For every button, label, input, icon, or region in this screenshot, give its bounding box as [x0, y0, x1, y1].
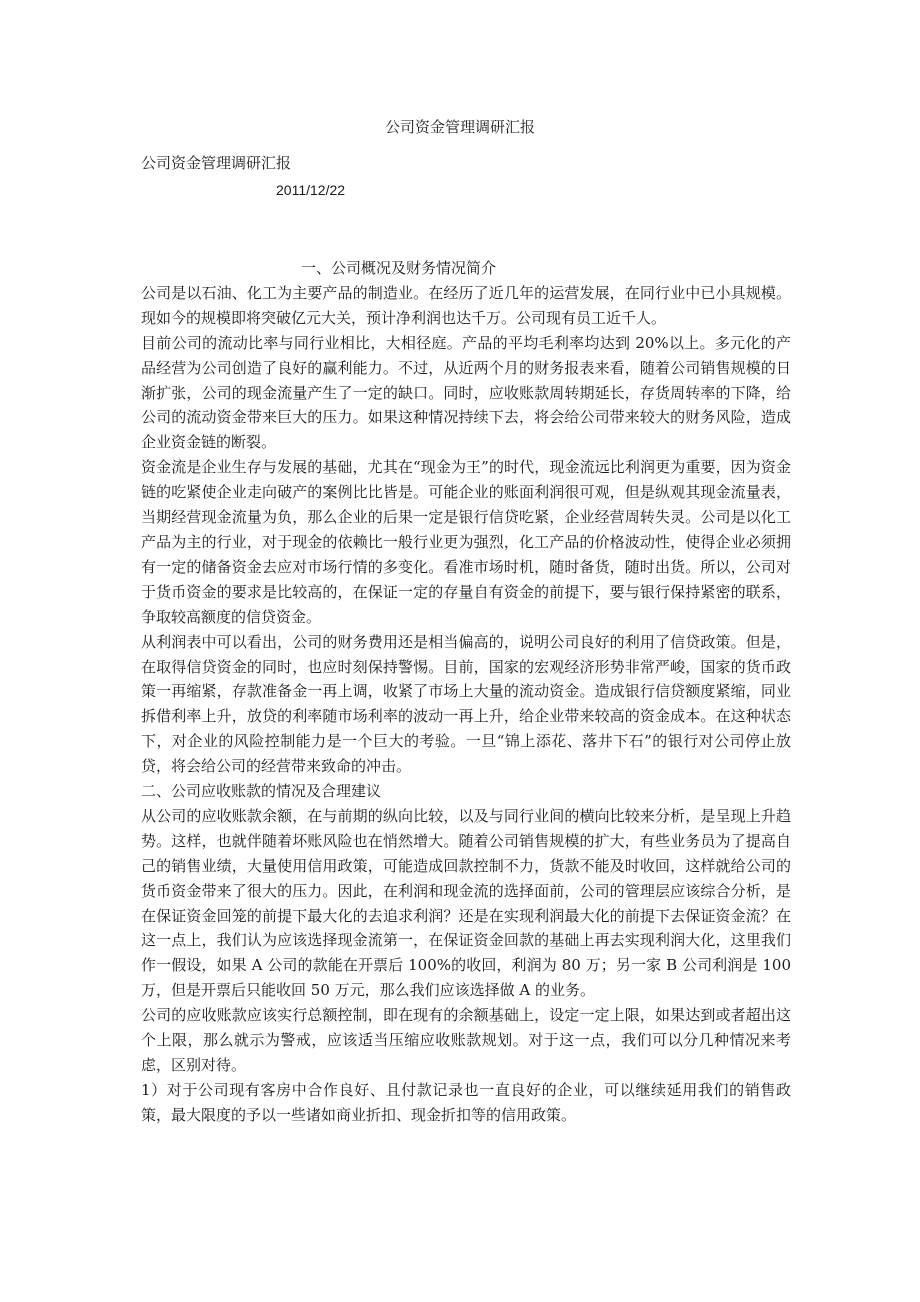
document-date: 2011/12/22 — [276, 182, 346, 198]
document-subtitle: 公司资金管理调研汇报 — [141, 154, 292, 172]
section-heading: 一、公司概况及财务情况简介 — [301, 259, 497, 277]
paragraph: 从公司的应收账款余额，在与前期的纵向比较，以及与同行业间的横向比较来分析，是呈现上升趋势。这样，也就伴随着坏账风险也在悄然增大。随着公司销售规模的扩大，有些业务员为了提高自己的销售业绩，大量使用信用政策，可能造成回款控制不力，货款不能及时收回，这样就给公司的货币资金带来了很大的压力。因此，在利润和现金流的选择面前，公司的管理层应该综合分析，是在保证资金回笼的前提下最大化的去追求利润？还是在实现利润最大化的前提下去保证资金流？在这一点上，我们认为应该选择现金流第一，在保证资金回款的基础上再去实现利润大化，这里我们作一假设，如果 A 公司的款能在开票后 100%的收回，利润为 80 万；另一家 B 公司利润是 100 万，但是开票后只能收回 50 万元，那么我们应该选择做 A 的业务。 — [141, 806, 791, 1000]
document-title: 公司资金管理调研汇报 — [384, 118, 535, 136]
paragraph: 公司的应收账款应该实行总额控制，即在现有的余额基础上，设定一定上限，如果达到或者超出这个上限，那么就示为警戒，应该适当压缩应收账款规划。对于这一点，我们可以分几种情况来考虑，区别对待。 — [141, 1006, 791, 1074]
paragraph: 目前公司的流动比率与同行业相比，大相径庭。产品的平均毛利率均达到 20%以上。多元化的产品经营为公司创造了良好的赢利能力。不过，从近两个月的财务报表来看，随着公司销售规模的日渐扩张，公司的现金流量产生了一定的缺口。同时，应收账款周转期延长，存货周转率的下降，给公司的流动资金带来巨大的压力。如果这种情况持续下去，将会给公司带来较大的财务风险，造成企业资金链的断裂。 — [141, 333, 791, 452]
paragraph: 1）对于公司现有客房中合作良好、且付款记录也一直良好的企业，可以继续延用我们的销售政策，最大限度的予以一些诸如商业折扣、现金折扣等的信用政策。 — [141, 1080, 791, 1124]
paragraph: 公司是以石油、化工为主要产品的制造业。在经历了近几年的运营发展，在同行业中已小具规模。现如今的规模即将突破亿元大关，预计净利润也达千万。公司现有员工近千人。 — [141, 283, 791, 327]
document-body — [141, 256, 791, 1128]
section-heading: 二、公司应收账款的情况及合理建议 — [141, 782, 382, 801]
paragraph: 从利润表中可以看出，公司的财务费用还是相当偏高的，说明公司良好的利用了信贷政策。但是，在取得信贷资金的同时，也应时刻保持警惕。目前，国家的宏观经济形势非常严峻，国家的货币政策一再缩紧，存款准备金一再上调，收紧了市场上大量的流动资金。造成银行信贷额度紧缩，同业拆借利率上升，放贷的利率随市场利率的波动一再上升，给企业带来较高的资金成本。在这种状态下，对企业的风险控制能力是一个巨大的考验。一旦“锦上添花、落井下石”的银行对公司停止放贷，将会给公司的经营带来致命的冲击。 — [141, 632, 791, 776]
paragraph: 资金流是企业生存与发展的基础，尤其在“现金为王”的时代，现金流远比利润更为重要，因为资金链的吃紧使企业走向破产的案例比比皆是。可能企业的账面利润很可观，但是纵观其现金流量表，当期经营现金流量为负，那么企业的后果一定是银行信贷吃紧，企业经营周转失灵。公司是以化工产品为主的行业，对于现金的依赖比一般行业更为强烈，化工产品的价格波动性，使得企业必须拥有一定的储备资金去应对市场行情的多变化。看准市场时机，随时备货，随时出货。所以，公司对于货币资金的要求是比较高的，在保证一定的存量自有资金的前提下，要与银行保持紧密的联系，争取较高额度的信贷资金。 — [141, 458, 791, 626]
